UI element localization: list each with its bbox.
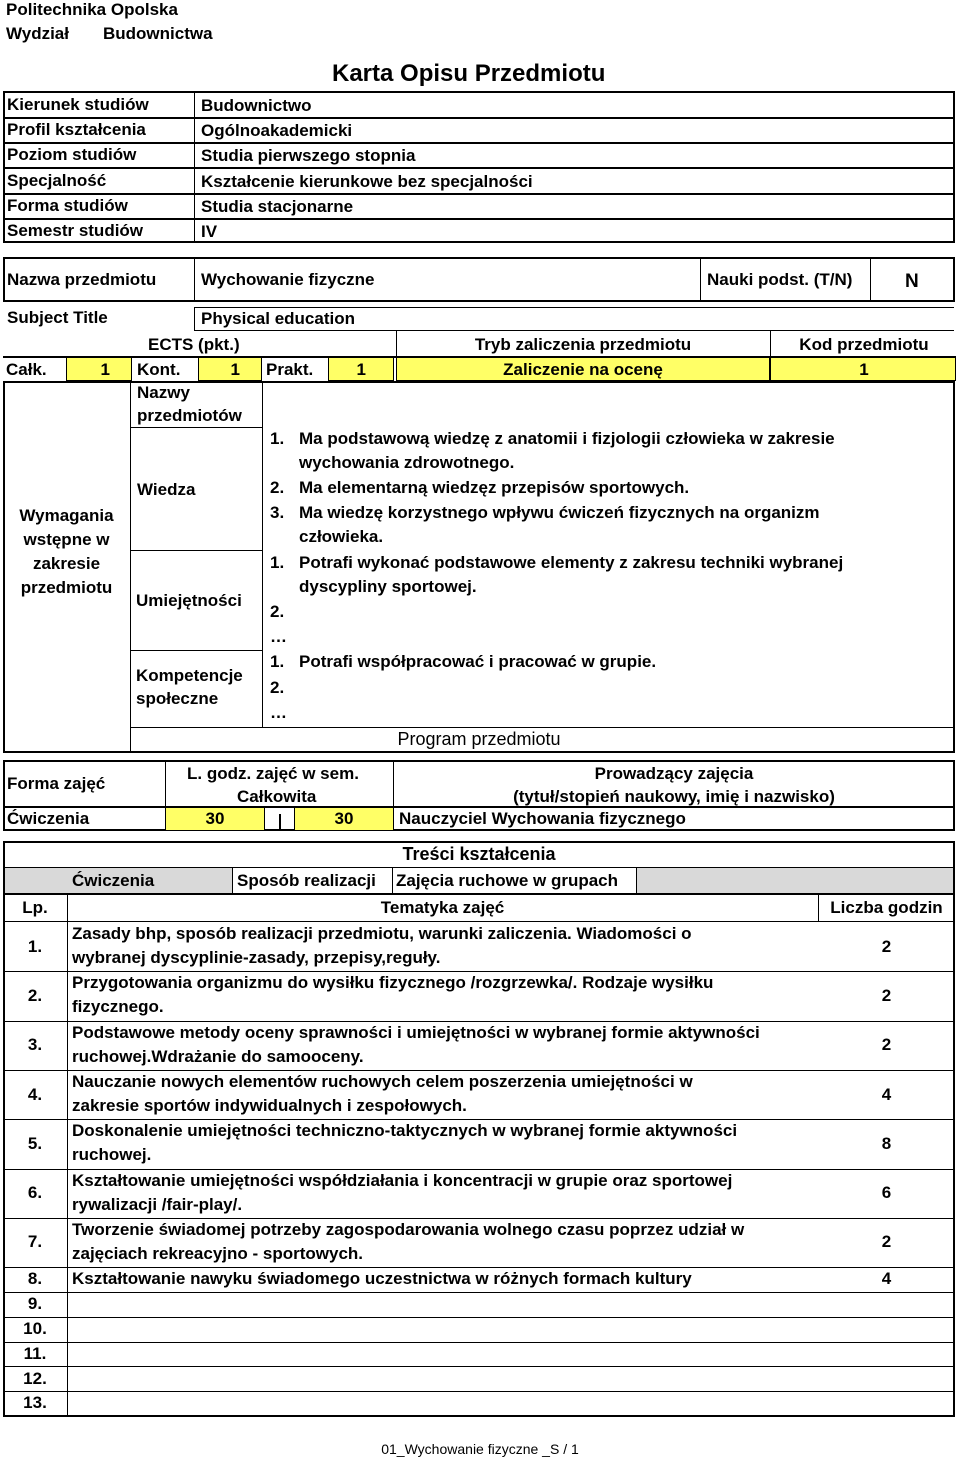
row-topic: wybranej dyscyplinie-zasady, przepisy,reguły. [72,948,441,967]
prakt-value: 1 [356,360,366,379]
code-value: 1 [859,360,869,379]
prereq-item-text: Potrafi wykonać podstawowe elementy z zakresu techniki wybranej [299,553,844,572]
form-value: Ćwiczenia [7,809,90,828]
hours-total-value: 30 [205,809,225,828]
study-info-value: Kształcenie kierunkowe bez specjalności [201,171,533,191]
subject-title-value: Physical education [201,309,355,328]
total-value: 1 [100,360,110,379]
row-topic: zajęciach rekreacyjno - sportowych. [72,1243,364,1263]
row-topic: fizycznego. [72,997,164,1017]
prereq-names-line: Nazwy [137,383,190,402]
row-hours: 8 [881,1133,892,1153]
study-info-label: Specjalność [7,170,107,190]
table-row [3,1342,955,1367]
row-lp: 8. [27,1269,43,1289]
row-lp: 3. [27,1035,43,1055]
prereq-item-text: dyscypliny sportowej. [299,577,477,596]
row-lp: 4. [27,1084,43,1104]
social-label-line: Kompetencje [136,666,243,685]
prereq-names-line: przedmiotów [137,406,242,425]
content-form: Ćwiczenia [72,871,155,890]
prereq-main-line: przedmiotu [20,578,113,597]
study-info-value: Ogólnoakademicki [201,121,353,141]
total-label: Całk. [6,360,47,379]
social-label-line: społeczne [136,689,219,708]
university-name: Politechnika Opolska [6,0,178,19]
prereq-main-line: zakresie [32,554,101,573]
faculty-value: Budownictwa [103,24,213,43]
code-label: Kod przedmiotu [799,335,929,354]
table-row [3,1021,955,1070]
row-topic: ruchowej.Wdrażanie do samooceny. [72,1046,364,1066]
row-hours: 2 [881,985,892,1005]
page-footer: 01_Wychowanie fizyczne _S / 1 [381,1441,579,1457]
prereq-item-text: Ma wiedzę korzystnego wpływu ćwiczeń fizycznych na organizm [299,503,820,523]
program-title: Program przedmiotu [397,729,561,749]
row-hours: 2 [881,1035,892,1055]
row-hours: 4 [881,1269,892,1289]
row-topic: Przygotowania organizmu do wysiłku fizycznego /rozgrzewka/. Rodzaje wysiłku [72,973,714,993]
row-lp: 5. [27,1133,43,1153]
basic-science-value: N [905,271,919,292]
method-label: Sposób realizacji [237,871,376,890]
row-topic: Tworzenie świadomej potrzeby zagospodarowania wolnego czasu poprzez udział w [72,1219,745,1239]
skills-label: Umiejętności [136,591,242,610]
row-hours: 6 [881,1183,892,1203]
method-value: Zajęcia ruchowe w grupach [396,871,619,890]
study-info-value: Budownictwo [201,96,312,115]
cont-label: Kont. [137,360,181,379]
prereq-more: … [270,703,287,722]
prereq-more: 2. [270,678,285,697]
prereq-item-num: 3. [270,503,285,523]
table-row [3,1267,955,1292]
row-topic: Podstawowe metody oceny sprawności i umiejętności w wybranej formie aktywności [72,1022,760,1042]
mode-value: Zaliczenie na ocenę [503,360,663,379]
table-row [3,1169,955,1218]
row-topic: Kształtowanie nawyku świadomego uczestnictwa w różnych formach kultury [72,1269,692,1289]
row-topic: Kształtowanie umiejętności współdziałania i koncentracji w grupie oraz sportowej [72,1170,733,1190]
cont-value: 1 [230,360,240,379]
row-lp: 7. [27,1232,43,1252]
prereq-item-text: Ma elementarną wiedzęz przepisów sportowych. [299,478,690,498]
row-lp: 6. [27,1183,43,1203]
table-row [3,1119,955,1168]
row-topic: rywalizacji /fair-play/. [72,1194,243,1214]
row-topic: zakresie sportów indywidualnych i zespołowych. [72,1095,467,1115]
study-info-label: Poziom studiów [7,145,137,165]
table-row [3,1070,955,1119]
content-title: Treści kształcenia [402,844,556,864]
table-row [3,1317,955,1342]
prereq-item-num: 1. [270,553,285,572]
row-lp: 1. [27,936,43,956]
study-info-value: IV [201,222,218,241]
row-hours: 2 [881,936,892,956]
card-title: Karta Opisu Przedmiotu [332,60,606,87]
hours-total-label: Całkowita [237,787,317,806]
prereq-item-text: człowieka. [299,527,384,547]
knowledge-label: Wiedza [137,480,196,499]
row-topic: ruchowej. [72,1145,152,1165]
form-label: Forma zajęć [7,774,106,793]
row-hours: 2 [881,1232,892,1252]
study-info-label: Semestr studiów [7,221,144,240]
basic-science-label: Nauki podst. (T/N) [707,270,853,289]
prereq-item-text: wychowania zdrowotnego. [299,453,515,472]
prereq-item-text: Potrafi współpracować i pracować w grupie. [299,652,657,671]
row-lp: 10. [23,1319,47,1339]
table-row [3,1391,955,1416]
row-topic: Doskonalenie umiejętności techniczno-taktycznych w wybranej formie aktywności [72,1121,738,1141]
faculty-label: Wydział [6,24,69,43]
study-info-value: Studia stacjonarne [201,196,354,216]
col-topic: Tematyka zajęć [380,898,505,917]
hours-label: L. godz. zajęć w sem. [187,764,359,783]
study-info-label: Forma studiów [7,195,128,215]
study-info-label: Kierunek studiów [7,95,149,114]
prereq-item-text: Ma podstawową wiedzę z anatomii i fizjologii człowieka w zakresie [299,429,835,448]
prereq-more: … [270,627,287,646]
prereq-item-num: 1. [270,429,285,448]
table-row [3,1366,955,1391]
table-row [3,1292,955,1317]
row-hours: 4 [881,1084,892,1104]
table-row [3,922,955,971]
prakt-label: Prakt. [266,360,314,379]
col-lp: Lp. [22,898,48,917]
subject-name-value: Wychowanie fizyczne [201,270,375,289]
ects-label: ECTS (pkt.) [148,335,240,354]
row-lp: 9. [27,1294,43,1314]
hours-sem-value: 30 [334,809,354,828]
row-lp: 2. [27,985,43,1005]
col-hours: Liczba godzin [830,898,943,917]
teacher-value: Nauczyciel Wychowania fizycznego [399,809,686,828]
study-info-label: Profil kształcenia [7,120,146,140]
prereq-main-line: wstępne w [23,530,110,549]
subject-name-label: Nazwa przedmiotu [7,270,157,289]
prereq-more: 2. [270,602,285,621]
prereq-main-line: Wymagania [19,506,114,525]
table-row [3,971,955,1020]
prereq-item-num: 1. [270,652,285,671]
prereq-item-num: 2. [270,478,285,498]
subject-title-label: Subject Title [7,308,108,327]
mode-label: Tryb zaliczenia przedmiotu [474,335,692,354]
row-topic: Zasady bhp, sposób realizacji przedmiotu, warunki zaliczenia. Wiadomości o [72,924,692,943]
table-row [3,1218,955,1267]
teacher-label-sub: (tytuł/stopień naukowy, imię i nazwisko) [513,787,835,806]
row-lp: 12. [23,1368,47,1388]
row-lp: 13. [23,1393,47,1413]
study-info-value: Studia pierwszego stopnia [201,146,416,166]
row-lp: 11. [23,1343,47,1363]
content-blank-cell [636,868,953,893]
teacher-label: Prowadzący zajęcia [594,764,754,783]
row-topic: Nauczanie nowych elementów ruchowych celem poszerzenia umiejętności w [72,1071,693,1091]
